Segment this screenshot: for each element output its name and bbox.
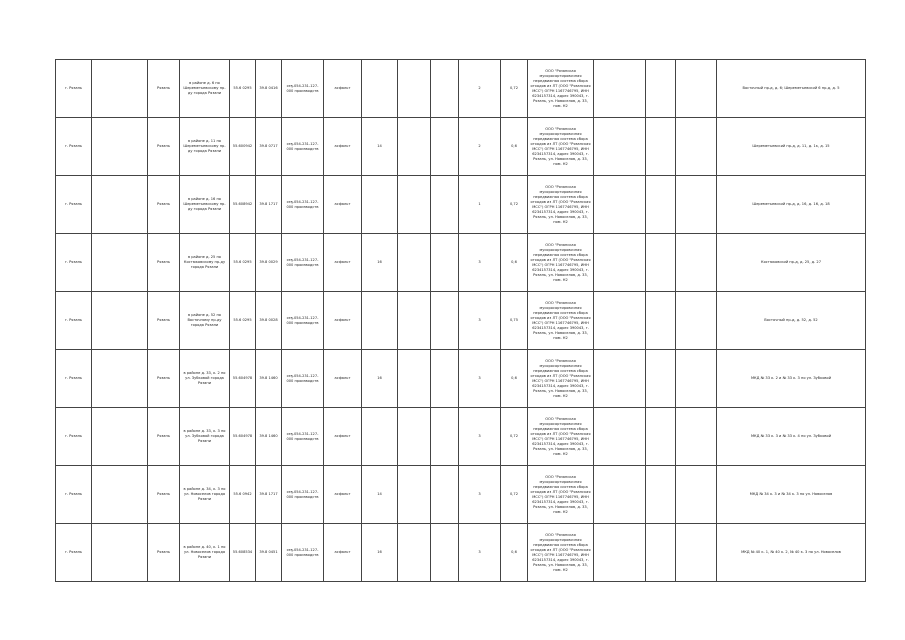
cell-empty bbox=[646, 466, 676, 524]
cell-surface: асфальт bbox=[324, 350, 362, 408]
cell-owner: ООО "Рязанская мусоросортировочная передвижная система сбора отходов из ЛТ (ООО "Рязанская МСС") ОГРН 1167746795, ИНН 6234157314, адрес 390043, г. Рязань, ул. Новоселов, д. 33, пом. Н2 bbox=[528, 408, 594, 466]
cell-location: в районе д. 16 по Шереметьевскому пр-ду города Рязани bbox=[180, 176, 230, 234]
cell-empty bbox=[594, 60, 646, 118]
cell-location: в районе д. 6 по Шереметьевскому пр-ду города Рязани bbox=[180, 60, 230, 118]
cell-empty bbox=[646, 234, 676, 292]
cell-number bbox=[431, 176, 459, 234]
cell-location: в районе д. 11 по Шереметьевскому пр-ду города Рязани bbox=[180, 118, 230, 176]
cell-longitude: 39.8 1717 bbox=[256, 466, 282, 524]
table-row bbox=[56, 176, 866, 234]
cell-area: Рязань bbox=[148, 524, 180, 582]
cell-area: Рязань bbox=[148, 60, 180, 118]
cell-longitude: 39.8 1460 bbox=[256, 350, 282, 408]
cell-number bbox=[398, 176, 431, 234]
cell-longitude: 39.8 0451 bbox=[256, 524, 282, 582]
table-row bbox=[56, 60, 866, 118]
cell-number bbox=[398, 466, 431, 524]
cell-empty bbox=[92, 408, 148, 466]
cell-count: 3 bbox=[459, 234, 501, 292]
cell-surface: асфальт bbox=[324, 118, 362, 176]
cell-zone: сеҕ-054-231-127-000 производств bbox=[282, 118, 324, 176]
cell-empty bbox=[646, 176, 676, 234]
cell-source: Костюковский пр-д, д. 25, д. 27 bbox=[717, 234, 866, 292]
cell-location: в районе д. 52 по Восточному пр-ду города Рязани bbox=[180, 292, 230, 350]
cell-owner: ООО "Рязанская мусоросортировочная передвижная система сбора отходов из ЛТ (ООО "Рязанская МСС") ОГРН 1167746795, ИНН 6234157314, адрес 390043, г. Рязань, ул. Новоселов, д. 33, пом. Н2 bbox=[528, 234, 594, 292]
cell-city: г. Рязань bbox=[56, 466, 92, 524]
cell-number bbox=[431, 466, 459, 524]
cell-city: г. Рязань bbox=[56, 350, 92, 408]
cell-number: 14 bbox=[362, 118, 398, 176]
cell-number bbox=[431, 234, 459, 292]
cell-surface: асфальт bbox=[324, 292, 362, 350]
cell-number bbox=[398, 408, 431, 466]
cell-number bbox=[398, 60, 431, 118]
table-row bbox=[56, 118, 866, 176]
cell-area: Рязань bbox=[148, 234, 180, 292]
cell-empty bbox=[92, 350, 148, 408]
table-row bbox=[56, 234, 866, 292]
cell-latitude: 55.604978 bbox=[230, 350, 256, 408]
cell-latitude: 55.6 0295 bbox=[230, 234, 256, 292]
cell-empty bbox=[646, 350, 676, 408]
cell-longitude: 39.8 1460 bbox=[256, 408, 282, 466]
table-row bbox=[56, 350, 866, 408]
cell-owner: ООО "Рязанская мусоросортировочная передвижная система сбора отходов из ЛТ (ООО "Рязанская МСС") ОГРН 1167746795, ИНН 6234157314, адрес 390043, г. Рязань, ул. Новоселов, д. 33, пом. Н2 bbox=[528, 176, 594, 234]
cell-number bbox=[431, 524, 459, 582]
cell-empty bbox=[676, 234, 717, 292]
cell-empty bbox=[92, 466, 148, 524]
cell-number bbox=[398, 234, 431, 292]
cell-city: г. Рязань bbox=[56, 234, 92, 292]
cell-zone: сеҕ-054-231-127-000 производств bbox=[282, 524, 324, 582]
cell-empty bbox=[646, 524, 676, 582]
cell-longitude: 39.8 1717 bbox=[256, 176, 282, 234]
cell-surface: асфальт bbox=[324, 524, 362, 582]
cell-volume: 0,75 bbox=[501, 292, 528, 350]
cell-empty bbox=[92, 234, 148, 292]
cell-latitude: 55.608942 bbox=[230, 176, 256, 234]
cell-surface: асфальт bbox=[324, 60, 362, 118]
cell-zone: сеҕ-054-231-127-000 производств bbox=[282, 350, 324, 408]
cell-volume: 0,72 bbox=[501, 408, 528, 466]
cell-count: 2 bbox=[459, 60, 501, 118]
cell-volume: 0,6 bbox=[501, 118, 528, 176]
cell-longitude: 39.8 0028 bbox=[256, 292, 282, 350]
cell-number bbox=[431, 118, 459, 176]
cell-volume: 0,6 bbox=[501, 524, 528, 582]
cell-city: г. Рязань bbox=[56, 408, 92, 466]
cell-empty bbox=[594, 408, 646, 466]
cell-zone: сеҕ-054-231-127-000 производств bbox=[282, 234, 324, 292]
cell-empty bbox=[676, 466, 717, 524]
cell-city: г. Рязань bbox=[56, 60, 92, 118]
cell-empty bbox=[594, 234, 646, 292]
cell-volume: 0,6 bbox=[501, 350, 528, 408]
cell-number bbox=[362, 292, 398, 350]
cell-number: 14 bbox=[362, 466, 398, 524]
cell-longitude: 39.8 0717 bbox=[256, 118, 282, 176]
cell-number bbox=[431, 292, 459, 350]
cell-empty bbox=[92, 524, 148, 582]
cell-empty bbox=[594, 176, 646, 234]
table-row bbox=[56, 408, 866, 466]
cell-number: 16 bbox=[362, 234, 398, 292]
cell-source: Шереметьевский пр-д, д. 16, д. 16, д. 18 bbox=[717, 176, 866, 234]
cell-count: 3 bbox=[459, 292, 501, 350]
cell-owner: ООО "Рязанская мусоросортировочная передвижная система сбора отходов из ЛТ (ООО "Рязанская МСС") ОГРН 1167746795, ИНН 6234157314, адрес 390043, г. Рязань, ул. Новоселов, д. 33, пом. Н2 bbox=[528, 118, 594, 176]
cell-empty bbox=[676, 176, 717, 234]
cell-number bbox=[362, 176, 398, 234]
cell-surface: асфальт bbox=[324, 234, 362, 292]
cell-empty bbox=[92, 60, 148, 118]
cell-area: Рязань bbox=[148, 466, 180, 524]
cell-empty bbox=[676, 408, 717, 466]
cell-count: 3 bbox=[459, 524, 501, 582]
cell-surface: асфальт bbox=[324, 466, 362, 524]
cell-number bbox=[431, 350, 459, 408]
cell-number bbox=[362, 60, 398, 118]
cell-empty bbox=[594, 524, 646, 582]
cell-count: 1 bbox=[459, 176, 501, 234]
cell-volume: 0,72 bbox=[501, 466, 528, 524]
cell-zone: сеҕ-054-231-127-000 производств bbox=[282, 176, 324, 234]
cell-location: в районе д. 34, к. 3 по ул. Новоселов города Рязани bbox=[180, 466, 230, 524]
cell-number: 16 bbox=[362, 524, 398, 582]
cell-city: г. Рязань bbox=[56, 176, 92, 234]
cell-empty bbox=[646, 292, 676, 350]
cell-number bbox=[398, 350, 431, 408]
cell-empty bbox=[594, 118, 646, 176]
cell-zone: сеҕ-054-231-127-000 производств bbox=[282, 292, 324, 350]
cell-volume: 0,6 bbox=[501, 234, 528, 292]
cell-location: в районе д. 40, к. 1 по ул. Новоселов города Рязани bbox=[180, 524, 230, 582]
cell-empty bbox=[676, 350, 717, 408]
registry-rows bbox=[56, 60, 866, 582]
cell-empty bbox=[92, 118, 148, 176]
cell-latitude: 55.6 0295 bbox=[230, 60, 256, 118]
cell-empty bbox=[594, 350, 646, 408]
cell-empty bbox=[676, 118, 717, 176]
registry-table bbox=[55, 59, 866, 582]
cell-empty bbox=[594, 466, 646, 524]
cell-area: Рязань bbox=[148, 118, 180, 176]
cell-empty bbox=[676, 292, 717, 350]
cell-area: Рязань bbox=[148, 292, 180, 350]
cell-owner: ООО "Рязанская мусоросортировочная передвижная система сбора отходов из ЛТ (ООО "Рязанская МСС") ОГРН 1167746795, ИНН 6234157314, адрес 390043, г. Рязань, ул. Новоселов, д. 33, пом. Н2 bbox=[528, 466, 594, 524]
cell-area: Рязань bbox=[148, 176, 180, 234]
cell-number bbox=[398, 524, 431, 582]
cell-latitude: 55.6 0942 bbox=[230, 466, 256, 524]
cell-latitude: 55.604978 bbox=[230, 408, 256, 466]
cell-number bbox=[398, 118, 431, 176]
cell-count: 3 bbox=[459, 408, 501, 466]
cell-latitude: 55.6 0295 bbox=[230, 292, 256, 350]
cell-owner: ООО "Рязанская мусоросортировочная передвижная система сбора отходов из ЛТ (ООО "Рязанская МСС") ОГРН 1167746795, ИНН 6234157314, адрес 390043, г. Рязань, ул. Новоселов, д. 33, пом. Н2 bbox=[528, 350, 594, 408]
cell-volume: 0,72 bbox=[501, 176, 528, 234]
cell-empty bbox=[646, 408, 676, 466]
cell-source: МКД № 33 к. 3 и № 33 к. 4 по ул. Зубковой bbox=[717, 408, 866, 466]
cell-city: г. Рязань bbox=[56, 292, 92, 350]
cell-surface: асфальт bbox=[324, 176, 362, 234]
cell-source: МКД № 34 к. 3 и № 34 к. 3 по ул. Новоселов bbox=[717, 466, 866, 524]
cell-source: Восточный пр-д, д. 52, д. 52 bbox=[717, 292, 866, 350]
cell-area: Рязань bbox=[148, 350, 180, 408]
cell-source: Восточный пр-д, д. 6; Шереметьевский 6 пр-д, д. 5 bbox=[717, 60, 866, 118]
table-row bbox=[56, 292, 866, 350]
cell-area: Рязань bbox=[148, 408, 180, 466]
cell-number bbox=[362, 408, 398, 466]
cell-latitude: 55.600942 bbox=[230, 118, 256, 176]
cell-empty bbox=[92, 292, 148, 350]
cell-zone: сеҕ-054-231-127-000 производств bbox=[282, 60, 324, 118]
cell-source: МКД № 33 к. 2 и № 33 к. 3 по ул. Зубковой bbox=[717, 350, 866, 408]
cell-empty bbox=[92, 176, 148, 234]
cell-location: в районе д. 33, к. 3 по ул. Зубковой города Рязани bbox=[180, 408, 230, 466]
cell-longitude: 39.8 0029 bbox=[256, 234, 282, 292]
cell-location: в районе д. 33, к. 2 по ул. Зубковой города Рязани bbox=[180, 350, 230, 408]
cell-source: Шереметьевский пр-д, д. 11, д. 1к, д. 15 bbox=[717, 118, 866, 176]
cell-owner: ООО "Рязанская мусоросортировочная передвижная система сбора отходов из ЛТ (ООО "Рязанская МСС") ОГРН 1167746795, ИНН 6234157314, адрес 390043, г. Рязань, ул. Новоселов, д. 33, пом. Н2 bbox=[528, 292, 594, 350]
cell-number bbox=[431, 60, 459, 118]
cell-number: 16 bbox=[362, 350, 398, 408]
cell-latitude: 55.608534 bbox=[230, 524, 256, 582]
cell-empty bbox=[646, 60, 676, 118]
cell-longitude: 39.8 0416 bbox=[256, 60, 282, 118]
cell-zone: сеҕ-054-231-127-000 производств bbox=[282, 466, 324, 524]
cell-surface: асфальт bbox=[324, 408, 362, 466]
cell-number bbox=[431, 408, 459, 466]
table-row bbox=[56, 524, 866, 582]
cell-empty bbox=[676, 60, 717, 118]
cell-location: в районе д. 25 по Костюковскому пр-ду города Рязани bbox=[180, 234, 230, 292]
cell-zone: сеҕ-054-231-127-000 производств bbox=[282, 408, 324, 466]
table-row bbox=[56, 466, 866, 524]
cell-source: МКД № 40 к. 1, № 40 к. 2, № 40 к. 3 по ул. Новоселов bbox=[717, 524, 866, 582]
cell-empty bbox=[676, 524, 717, 582]
cell-count: 3 bbox=[459, 350, 501, 408]
cell-volume: 0,72 bbox=[501, 60, 528, 118]
cell-number bbox=[398, 292, 431, 350]
cell-count: 3 bbox=[459, 466, 501, 524]
cell-owner: ООО "Рязанская мусоросортировочная передвижная система сбора отходов из ЛТ (ООО "Рязанская МСС") ОГРН 1167746795, ИНН 6234157314, адрес 390043, г. Рязань, ул. Новоселов, д. 33, пом. Н2 bbox=[528, 60, 594, 118]
cell-empty bbox=[594, 292, 646, 350]
cell-city: г. Рязань bbox=[56, 524, 92, 582]
cell-count: 2 bbox=[459, 118, 501, 176]
cell-city: г. Рязань bbox=[56, 118, 92, 176]
cell-empty bbox=[646, 118, 676, 176]
cell-owner: ООО "Рязанская мусоросортировочная передвижная система сбора отходов из ЛТ (ООО "Рязанская МСС") ОГРН 1167746795, ИНН 6234157314, адрес 390043, г. Рязань, ул. Новоселов, д. 33, пом. Н2 bbox=[528, 524, 594, 582]
